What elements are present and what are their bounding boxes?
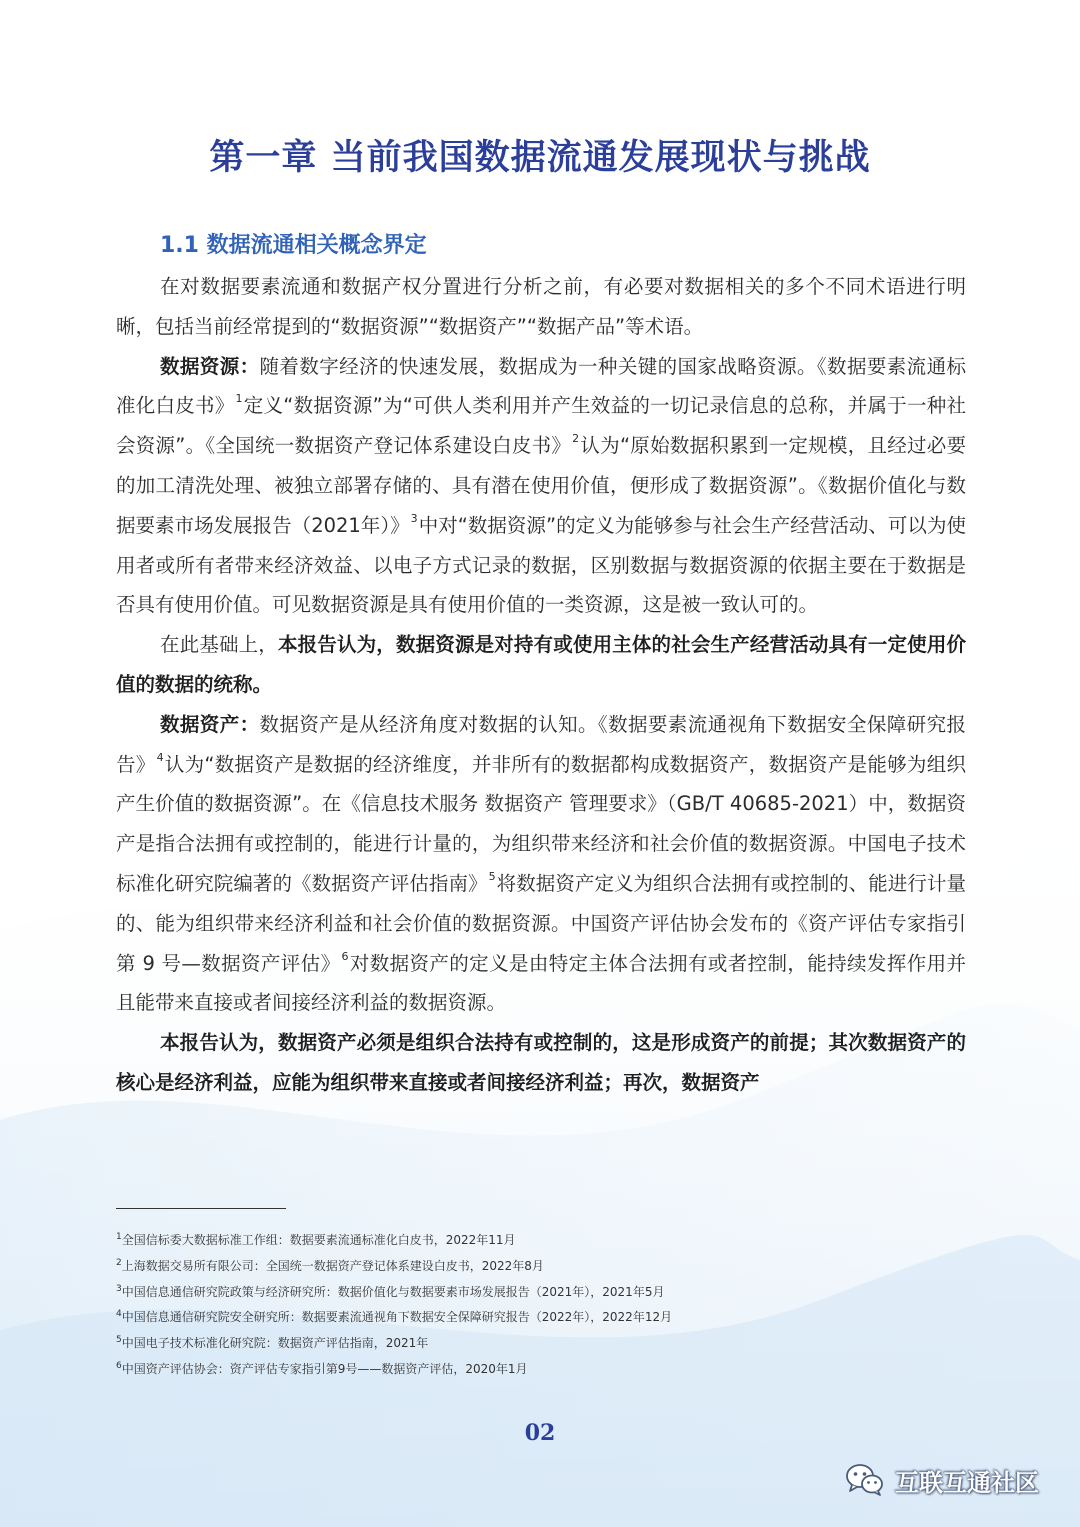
paragraph-data-resource: 数据资源：随着数字经济的快速发展，数据成为一种关键的国家战略资源。《数据要素流通标准化白皮书》$^1$定义“数据资源”为“可供人类利用并产生效益的一切记录信息的总称，并属于一种社会资源”。《全国统一数据资产登记体系建设白皮书》$^2$认为“原始数据积累到一定规模，且经过必要的加工清洗处理、被独立部署存储的、具有潜在使用价值，便形成了数据资源”。《数据价值化与数据要素市场发展报告（2021年）》$^3$中对“数据资源”的定义为能够参与社会生产经营活动、可以为使用者或所有者带来经济效益、以电子方式记录的数据，区别数据与数据资源的依据主要在于数据是否具有使用价值。可见数据资源是具有使用价值的一类资源，这是被一致认可的。 xyxy=(116,354,967,617)
footnote-item: $^4$中国信息通信研究院安全研究所：数据要素流通视角下数据安全保障研究报告（2022年），2022年12月 xyxy=(116,1309,673,1325)
footnote-item: $^2$上海数据交易所有限公司：全国统一数据资产登记体系建设白皮书，2022年8月 xyxy=(116,1257,544,1273)
body-text xyxy=(116,267,966,1103)
term-data-resource: 数据资源： xyxy=(160,354,260,378)
footnote-ref[interactable]: 4 xyxy=(156,750,164,764)
wechat-icon xyxy=(845,1463,885,1497)
footnotes xyxy=(116,1228,966,1383)
footnote-item: $^3$中国信息通信研究院政策与经济研究所：数据价值化与数据要素市场发展报告（2021年），2021年5月 xyxy=(116,1283,665,1299)
footnote-ref[interactable]: 1 xyxy=(235,392,243,406)
paragraph-resource-conclusion: 在此基础上，本报告认为，数据资源是对持有或使用主体的社会生产经营活动具有一定使用价值的数据的统称。 xyxy=(116,633,966,696)
footnote-ref[interactable]: 5 xyxy=(488,869,496,883)
paragraph-intro: 在对数据要素流通和数据产权分置进行分析之前，有必要对数据相关的多个不同术语进行明晰，包括当前经常提到的“数据资源”“数据资产”“数据产品”等术语。 xyxy=(116,275,966,338)
footnote-divider xyxy=(116,1208,286,1209)
footnote-item: $^6$中国资产评估协会：资产评估专家指引第9号——数据资产评估，2020年1月 xyxy=(116,1360,528,1376)
section-title: 1.1 数据流通相关概念界定 xyxy=(160,233,427,258)
page-number: 02 xyxy=(524,1420,556,1446)
paragraph-data-asset: 数据资产：数据资产是从经济角度对数据的认知。《数据要素流通视角下数据安全保障研究报告》$^4$认为“数据资产是数据的经济维度，并非所有的数据都构成数据资产，数据资产是能够为组织产生价值的数据资源”。在《信息技术服务 数据资产 管理要求》（GB/T 40685-2021）中，数据资产是指合法拥有或控制的，能进行计量的，为组织带来经济和社会价值的数据资源。中国电子技术标准化研究院编著的《数据资产评估指南》$^5$将数据资产定义为组织合法拥有或控制的、能进行计量的、能为组织带来经济利益和社会价值的数据资源。中国资产评估协会发布的《资产评估专家指引第 9 号—数据资产评估》$^6$对数据资产的定义是由特定主体合法拥有或者控制，能持续发挥作用并且能带来直接或者间接经济利益的数据资源。 xyxy=(116,712,966,1015)
chapter-title: 第一章 当前我国数据流通发展现状与挑战 xyxy=(209,138,871,178)
footnote-ref[interactable]: 3 xyxy=(410,511,418,525)
footnote-item: $^5$中国电子技术标准化研究院：数据资产评估指南，2021年 xyxy=(116,1335,429,1351)
watermark xyxy=(845,1462,1039,1498)
term-data-asset: 数据资产： xyxy=(160,712,260,736)
footnote-ref[interactable]: 6 xyxy=(341,949,349,963)
footnote-ref[interactable]: 2 xyxy=(572,432,580,446)
watermark-text: 互联互通社区 xyxy=(895,1468,1039,1497)
paragraph-asset-conclusion: 本报告认为，数据资产必须是组织合法持有或控制的，这是形成资产的前提；其次数据资产的核心是经济利益，应能为组织带来直接或者间接经济利益；再次，数据资产 xyxy=(116,1031,966,1094)
footnote-item: $^1$全国信标委大数据标准工作组：数据要素流通标准化白皮书，2022年11月 xyxy=(116,1232,516,1247)
